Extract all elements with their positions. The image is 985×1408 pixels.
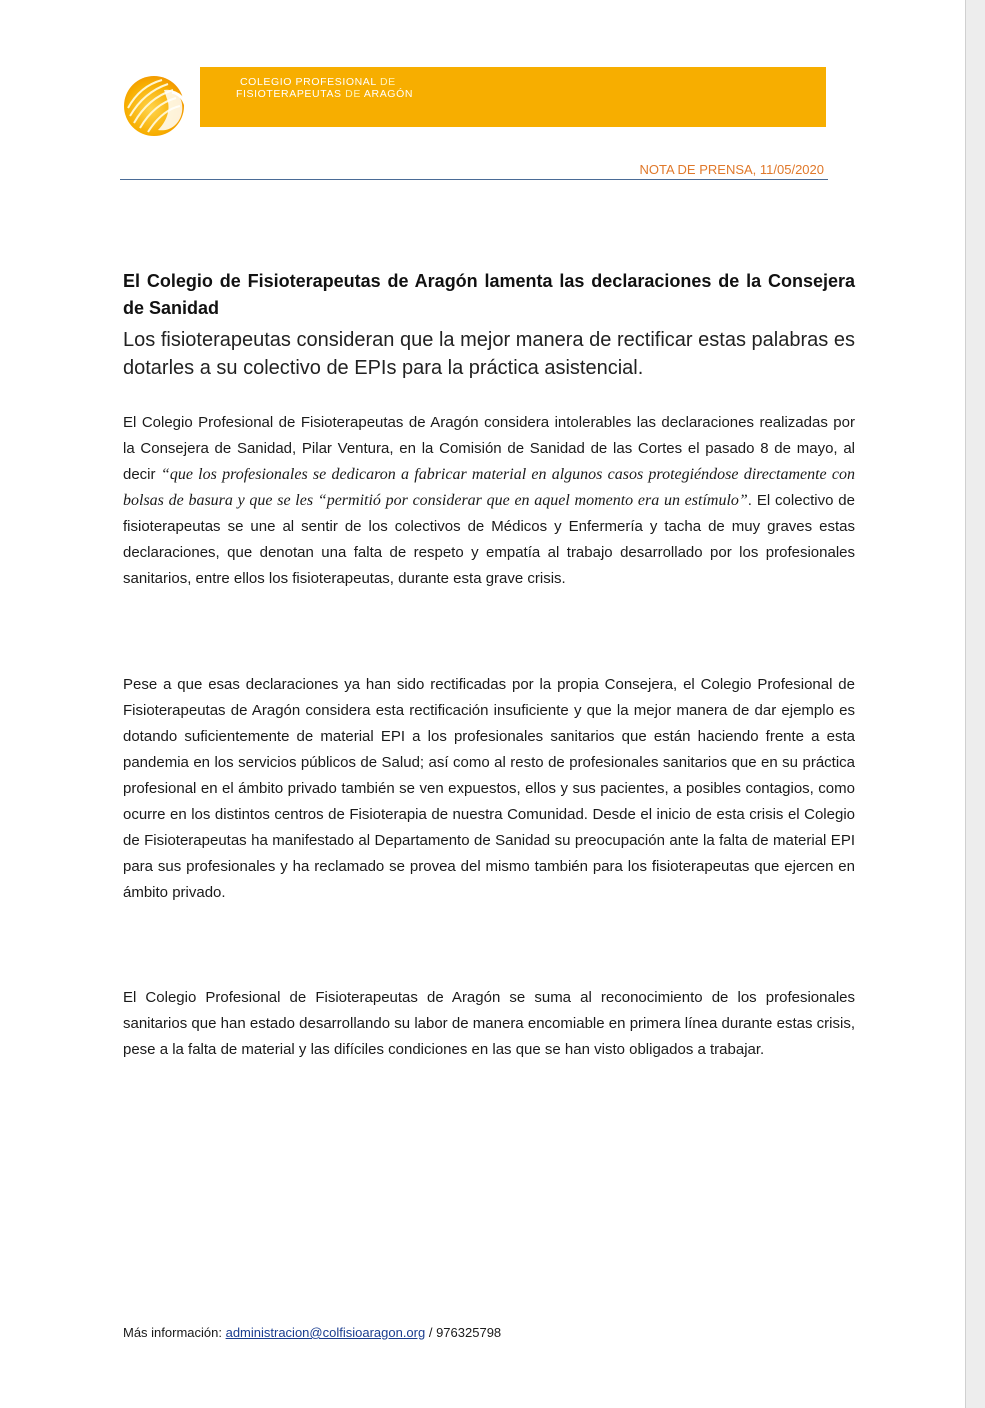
paragraph-1-rest: . El colectivo de fisioterapeutas se une al sentir de los colectivos de Médicos y Enfermería y tacha de muy graves estas declaraciones, que denotan una falta de respeto y empatía al trabajo desarrollado por los profesionales sanitarios, entre ellos los fisioterapeutas, durante esta grave crisis. (123, 492, 855, 587)
header-divider (120, 179, 828, 180)
article-headline: El Colegio de Fisioterapeutas de Aragón lamenta las declaraciones de la Consejera de Sanidad (123, 271, 855, 318)
paragraph-1 (123, 410, 855, 592)
organization-name (236, 76, 414, 100)
org-name-line1-accent: DE (379, 76, 396, 88)
paragraph-3: El Colegio Profesional de Fisioterapeutas de Aragón se suma al reconocimiento de los profesionales sanitarios que han estado desarrollando su labor de manera encomiable en primera línea durante estas crisis, pese a la falta de material y las difíciles condiciones en las que se han visto obligados a trabajar. (123, 989, 855, 1058)
paragraph-2: Pese a que esas declaraciones ya han sido rectificadas por la propia Consejera, el Colegio Profesional de Fisioterapeutas de Aragón considera esta rectificación insuficiente y que la mejor manera de dar ejemplo es dotando suficientemente de material EPI a los profesionales sanitarios que están haciendo frente a esta pandemia en los servicios públicos de Salud; así como al resto de profesionales sanitarios que en su práctica profesional en el ámbito privado también se ven expuestos, ellos y sus pacientes, a posibles contagios, como ocurre en los distintos centros de Fisioterapia de nuestra Comunidad. Desde el inicio de esta crisis el Colegio de Fisioterapeutas ha manifestado al Departamento de Sanidad su preocupación ante la falta de material EPI para sus profesionales y ha reclamado se provea del mismo también para los fisioterapeutas que ejercen en ámbito privado. (123, 676, 855, 901)
college-logo-icon (118, 68, 198, 138)
paragraph-1-intro: El Colegio Profesional de Fisioterapeutas de Aragón considera intolerables las declaraciones realizadas por la Consejera de Sanidad, Pilar Ventura, en la Comisión de Sanidad de las Cortes el pasado 8 de mayo, al decir (123, 414, 855, 483)
org-name-line1: COLEGIO PROFESIONAL (240, 76, 380, 88)
contact-footer (123, 1325, 501, 1340)
page-gutter (966, 0, 985, 1408)
contact-phone: 976325798 (436, 1325, 502, 1340)
article-subheadline: Los fisioterapeutas consideran que la mejor manera de rectificar estas palabras es dotarles a su colectivo de EPIs para la práctica asistencial. (123, 329, 855, 379)
org-name-line2-accent: DE (345, 88, 361, 100)
paragraph-1-quote: “que los profesionales se dedicaron a fabricar material en algunos casos protegiéndose directamente con bolsas de basura y que se les “permitió por considerar que en aquel momento era un estímulo” (123, 466, 855, 509)
press-release-date: NOTA DE PRENSA, 11/05/2020 (639, 162, 824, 177)
org-name-line2-end: ARAGÓN (360, 88, 414, 100)
contact-label: Más información: (123, 1325, 226, 1340)
contact-email-link[interactable]: administracion@colfisioaragon.org (225, 1325, 426, 1340)
org-name-line2: FISIOTERAPEUTAS (236, 88, 346, 100)
contact-separator: / (425, 1325, 437, 1340)
